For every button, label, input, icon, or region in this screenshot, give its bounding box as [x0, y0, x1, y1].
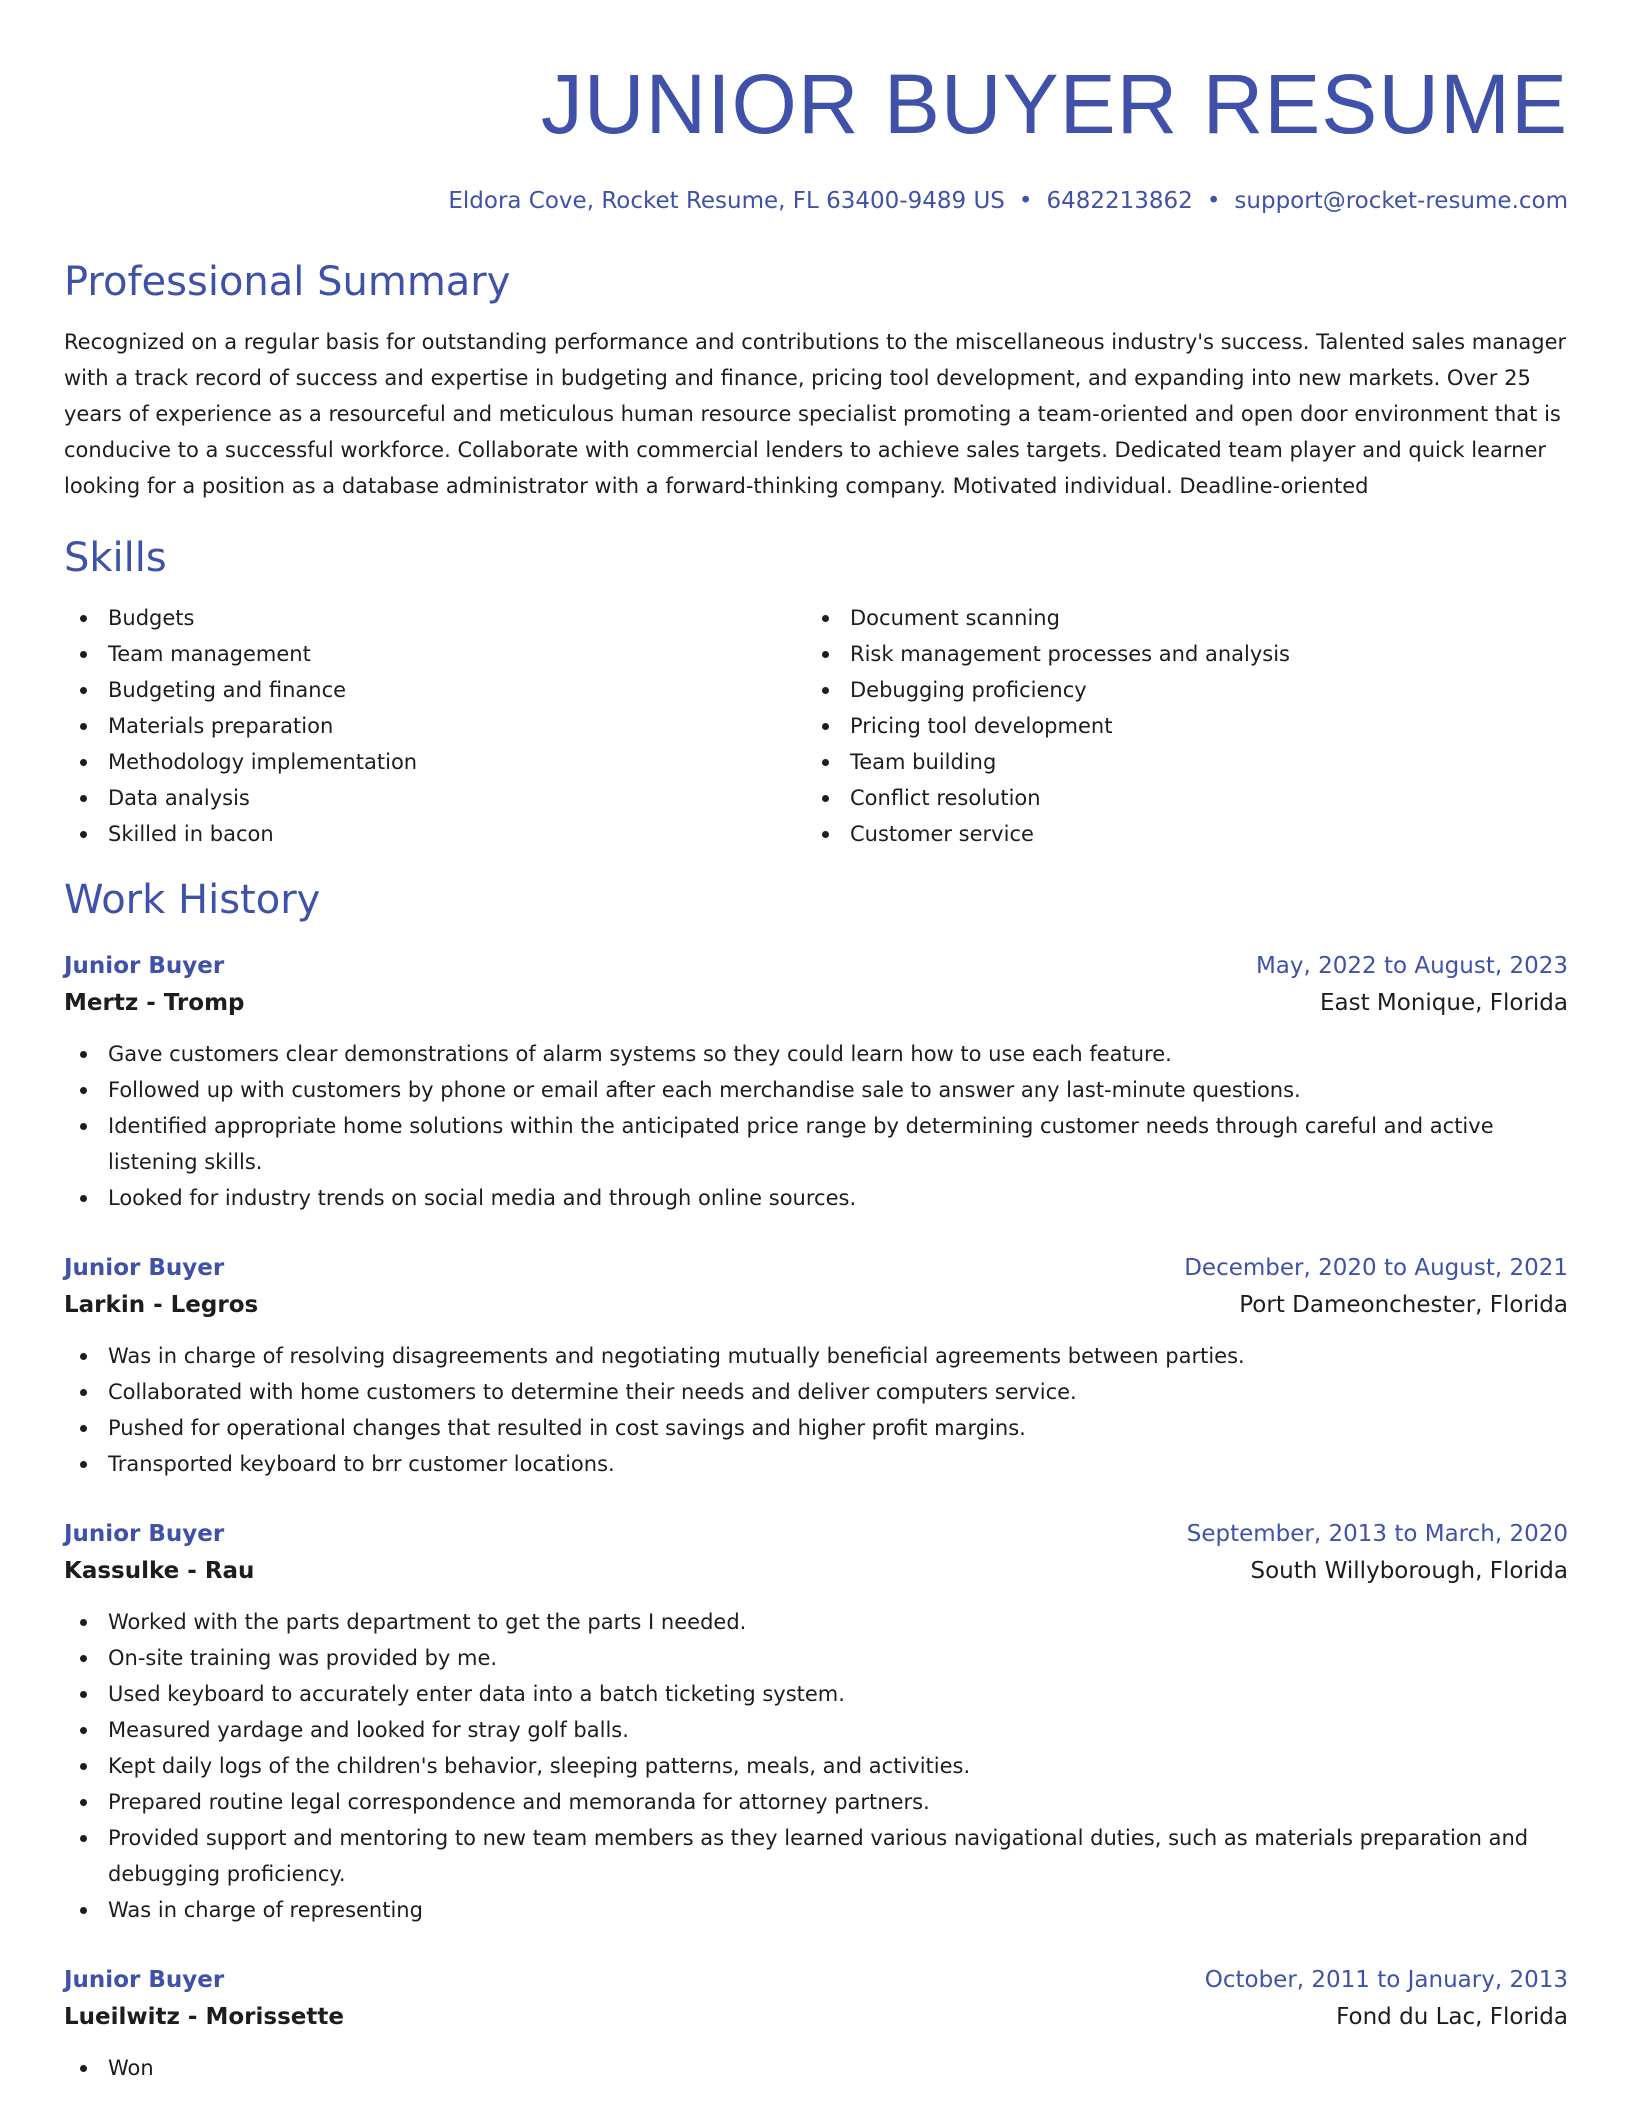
work-history-heading: Work History	[64, 877, 321, 923]
job-duty: Pushed for operational changes that resulted in cost savings and higher profit margins.	[64, 1410, 1568, 1446]
job-dates: September, 2013 to March, 2020	[1186, 1521, 1568, 1547]
job-location: Fond du Lac, Florida	[1336, 2004, 1568, 2030]
job-duty: Gave customers clear demonstrations of alarm systems so they could learn how to use each feature.	[64, 1036, 1568, 1072]
skill-item: Customer service	[806, 816, 1548, 852]
job-title-row	[64, 948, 1568, 984]
skill-item: Conflict resolution	[806, 780, 1548, 816]
skill-item: Materials preparation	[64, 708, 806, 744]
skills-heading: Skills	[64, 535, 167, 581]
job-entry	[64, 1250, 1568, 1482]
skills-list-left	[64, 600, 806, 852]
skill-item: Debugging proficiency	[806, 672, 1548, 708]
job-duty: Kept daily logs of the children's behavior, sleeping patterns, meals, and activities.	[64, 1748, 1568, 1784]
job-duty: On-site training was provided by me.	[64, 1640, 1568, 1676]
job-location: South Willyborough, Florida	[1250, 1558, 1568, 1584]
job-title-row	[64, 1962, 1568, 1998]
job-company: Mertz - Tromp	[64, 990, 245, 1016]
job-title: Junior Buyer	[64, 953, 225, 979]
skill-item: Risk management processes and analysis	[806, 636, 1548, 672]
skill-item: Data analysis	[64, 780, 806, 816]
job-duties-list	[64, 2050, 1568, 2086]
skill-item: Budgets	[64, 600, 806, 636]
job-company-row	[64, 984, 1568, 1022]
job-duties-list	[64, 1036, 1568, 1216]
job-company-row	[64, 1552, 1568, 1590]
job-title-row	[64, 1516, 1568, 1552]
job-duty: Prepared routine legal correspondence and memoranda for attorney partners.	[64, 1784, 1568, 1820]
job-entry	[64, 948, 1568, 1216]
job-entry	[64, 1962, 1568, 2086]
skill-item: Pricing tool development	[806, 708, 1548, 744]
summary-heading: Professional Summary	[64, 259, 511, 305]
skill-item: Team building	[806, 744, 1548, 780]
job-dates: May, 2022 to August, 2023	[1255, 953, 1568, 979]
skill-item: Methodology implementation	[64, 744, 806, 780]
job-duty: Transported keyboard to brr customer locations.	[64, 1446, 1568, 1482]
skill-item: Budgeting and finance	[64, 672, 806, 708]
resume-title: JUNIOR BUYER RESUME	[540, 57, 1568, 151]
skill-item: Team management	[64, 636, 806, 672]
skill-item: Skilled in bacon	[64, 816, 806, 852]
job-company: Kassulke - Rau	[64, 1558, 255, 1584]
summary-section	[64, 258, 1568, 504]
job-dates: December, 2020 to August, 2021	[1184, 1255, 1568, 1281]
job-duty: Followed up with customers by phone or email after each merchandise sale to answer any last-minute questions.	[64, 1072, 1568, 1108]
job-title: Junior Buyer	[64, 1521, 225, 1547]
job-company: Larkin - Legros	[64, 1292, 259, 1318]
job-location: East Monique, Florida	[1319, 990, 1568, 1016]
job-company-row	[64, 1286, 1568, 1324]
skills-grid	[64, 600, 1568, 852]
contact-separator: •	[1018, 188, 1033, 214]
job-location: Port Dameonchester, Florida	[1239, 1292, 1568, 1318]
job-duties-list	[64, 1338, 1568, 1482]
job-title: Junior Buyer	[64, 1967, 225, 1993]
contact-phone: 6482213862	[1046, 188, 1193, 214]
job-duty: Was in charge of resolving disagreements and negotiating mutually beneficial agreements between parties.	[64, 1338, 1568, 1374]
job-duties-list	[64, 1604, 1568, 1928]
work-history-section	[64, 876, 1568, 2086]
job-duty: Used keyboard to accurately enter data into a batch ticketing system.	[64, 1676, 1568, 1712]
job-duty: Provided support and mentoring to new team members as they learned various navigational duties, such as materials preparation and debugging proficiency.	[64, 1820, 1568, 1892]
job-title-row	[64, 1250, 1568, 1286]
job-entry	[64, 1516, 1568, 1928]
resume-header	[64, 0, 1568, 216]
contact-email[interactable]: support@rocket-resume.com	[1234, 188, 1568, 214]
job-dates: October, 2011 to January, 2013	[1204, 1967, 1568, 1993]
job-duty: Measured yardage and looked for stray golf balls.	[64, 1712, 1568, 1748]
job-duty: Looked for industry trends on social media and through online sources.	[64, 1180, 1568, 1216]
job-company-row	[64, 1998, 1568, 2036]
job-duty: Was in charge of representing	[64, 1892, 1568, 1928]
job-company: Lueilwitz - Morissette	[64, 2004, 344, 2030]
contact-address: Eldora Cove, Rocket Resume, FL 63400-9489 US	[448, 188, 1005, 214]
job-duty: Identified appropriate home solutions within the anticipated price range by determining customer needs through careful and active listening skills.	[64, 1108, 1568, 1180]
job-duty: Worked with the parts department to get the parts I needed.	[64, 1604, 1568, 1640]
summary-text: Recognized on a regular basis for outstanding performance and contributions to the miscellaneous industry's success. Talented sales manager with a track record of success and expertise in budgeting and finance, pricing tool development, and expanding into new markets. Over 25 years of experience as a resourceful and meticulous human resource specialist promoting a team-oriented and open door environment that is conducive to a successful workforce. Collaborate with commercial lenders to achieve sales targets. Dedicated team player and quick learner looking for a position as a database administrator with a forward-thinking company. Motivated individual. Deadline-oriented	[64, 330, 1567, 498]
job-duty: Collaborated with home customers to determine their needs and deliver computers service.	[64, 1374, 1568, 1410]
skills-section	[64, 534, 1568, 852]
skills-list-right	[806, 600, 1548, 852]
contact-line	[64, 186, 1568, 216]
job-title: Junior Buyer	[64, 1255, 225, 1281]
contact-separator: •	[1206, 188, 1221, 214]
job-duty: Won	[64, 2050, 1568, 2086]
skill-item: Document scanning	[806, 600, 1548, 636]
